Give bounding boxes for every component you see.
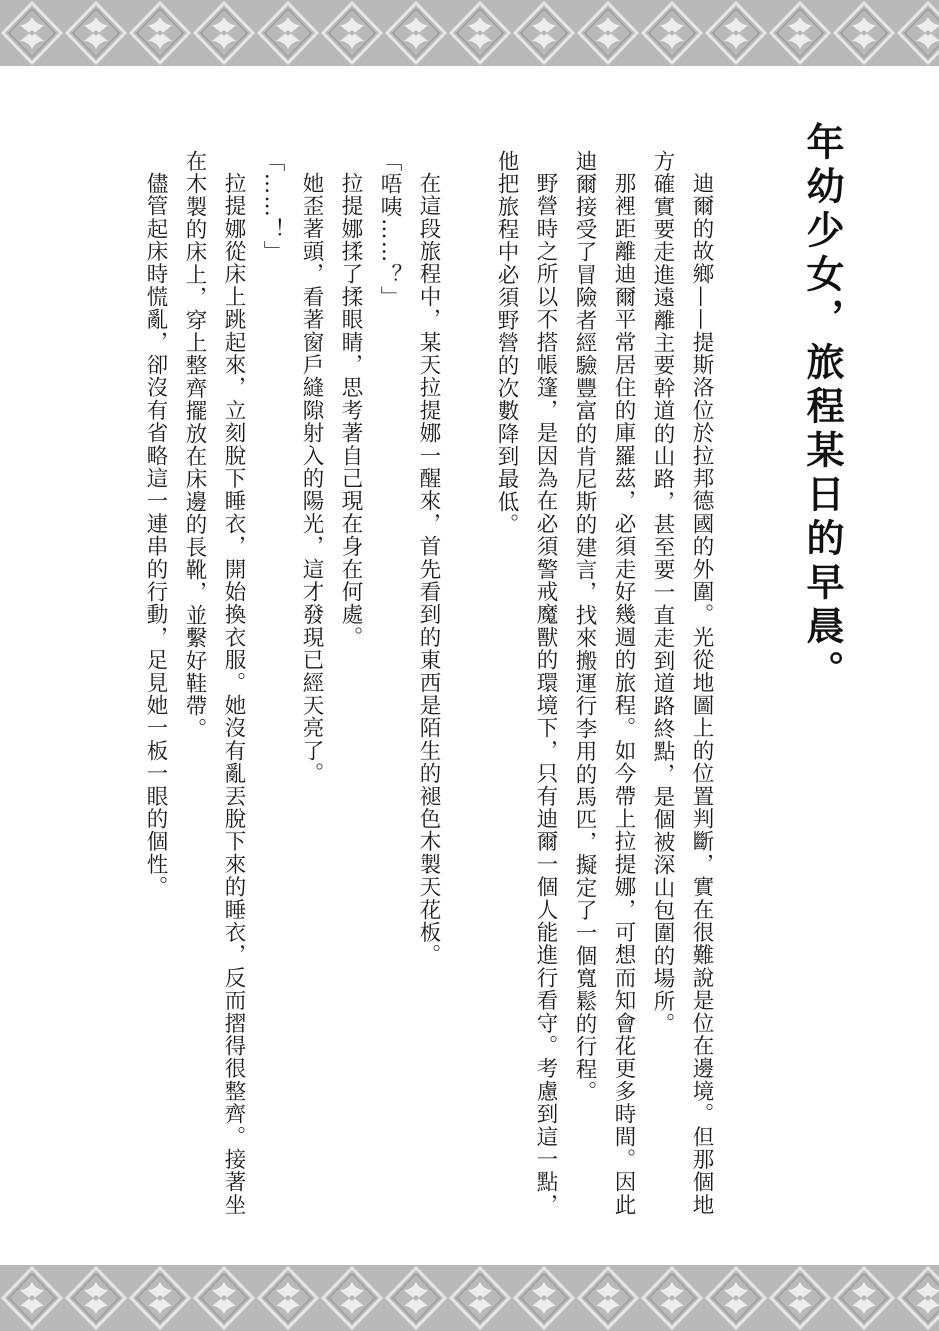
top-decorative-band [0,0,939,66]
paragraph-5: 拉提娜揉了揉眼睛，思考著自己現在身在何處。 [338,171,363,649]
paragraph-8: 儘管起床時慌亂，卻沒有省略這一連串的行動，足見她一板一眼的個性。 [143,171,168,898]
dialogue-2: 「……！」 [260,150,285,264]
paragraph-1: 迪爾的故鄉——提斯洛位於拉邦德國的外圍。光從地圖上的位置判斷，實在很難說是位在邊境。但那個地方確實要走進遠離主要幹道的山路，甚至要一直走到道路終點，是個被深山包圍的場所。 [650,150,714,1216]
body-text [136,150,721,1230]
bottom-decorative-band [0,1265,939,1331]
paragraph-2: 那裡距離迪爾平常居住的庫羅茲，必須走好幾週的旅程。如今帶上拉提娜，可想而知會花更多時間。因此迪爾接受了冒險者經驗豐富的肯尼斯的建言，找來搬運行李用的馬匹，擬定了一個寬鬆的行程。 [572,150,636,1216]
paragraph-7: 拉提娜從床上跳起來，立刻脫下睡衣，開始換衣服。她沒有亂丟脫下來的睡衣，反而摺得很整齊。接著坐在木製的床上，穿上整齊擺放在床邊的長靴，並繫好鞋帶。 [182,150,246,1216]
diamond-pattern-icon [0,0,939,66]
dialogue-1: 「唔咦……？」 [377,150,402,309]
paragraph-4: 在這段旅程中，某天拉提娜一醒來，首先看到的東西是陌生的褪色木製天花板。 [416,171,441,966]
chapter-title: 年幼少女，旅程某日的早晨。 [800,122,844,694]
diamond-pattern-icon [0,1265,939,1331]
paragraph-3: 野營時之所以不搭帳篷，是因為在必須警戒魔獸的環境下，只有迪爾一個人能進行看守。考慮到這一點，他把旅程中必須野營的次數降到最低。 [494,150,558,1216]
paragraph-6: 她歪著頭，看著窗戶縫隙射入的陽光，這才發現已經天亮了。 [299,171,324,785]
paragraph-gap [448,150,487,160]
